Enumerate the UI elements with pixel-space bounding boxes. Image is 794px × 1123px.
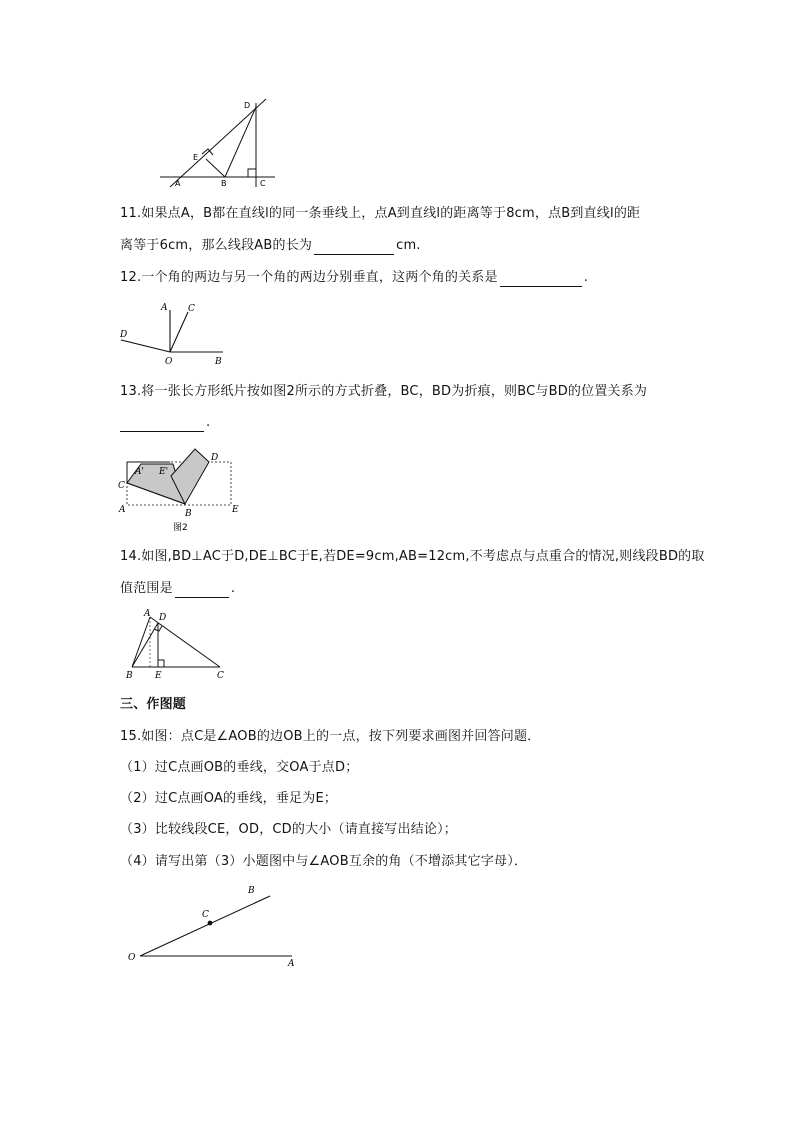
label-c: C: [217, 671, 224, 681]
label-e: E: [155, 671, 162, 681]
q12-text-post: .: [583, 270, 589, 285]
q13-line2: [120, 414, 210, 432]
ray-ob: [140, 896, 270, 956]
q14-answer-blank[interactable]: [175, 584, 229, 598]
q11-text-post: cm.: [396, 238, 421, 253]
label-c: C: [188, 304, 195, 314]
q13-answer-blank[interactable]: [120, 418, 204, 432]
q14-text-pre: 值范围是: [120, 581, 173, 596]
label-d: D: [211, 453, 219, 463]
line-ad: [170, 99, 266, 187]
label-a: A: [288, 959, 295, 969]
point-c: [208, 921, 213, 926]
label-d: D: [244, 101, 251, 110]
label-a: A: [161, 303, 168, 313]
label-c: C: [118, 481, 125, 491]
label-a: A: [175, 179, 181, 188]
figure-q10: [150, 95, 280, 195]
ray-od: [121, 340, 170, 352]
q11-answer-blank[interactable]: [314, 241, 394, 255]
q14-line2: [120, 580, 235, 598]
q11-line1: 11.如果点A，B都在直线l的同一条垂线上，点A到直线l的距离等于8cm，点B到直线l的距: [120, 206, 641, 221]
label-a: A: [144, 609, 151, 619]
q15-item-1: （1）过C点画OB的垂线，交OA于点D；: [120, 760, 359, 775]
figure-q15: [122, 882, 312, 972]
figure-caption: 图2: [173, 523, 188, 533]
label-a: A: [119, 505, 126, 515]
label-b: B: [215, 357, 222, 367]
q14-line1: 14.如图,BD⊥AC于D,DE⊥BC于E,若DE=9cm,AB=12cm,不考虑点与点重合的情况,则线段BD的取: [120, 549, 705, 564]
figure-q13: [115, 444, 245, 536]
line-bd: [225, 107, 256, 177]
label-b: B: [248, 886, 255, 896]
label-c: C: [202, 910, 209, 920]
q12-text-pre: 12.一个角的两边与另一个角的两边分别垂直，这两个角的关系是: [120, 270, 498, 285]
q15-item-3: （3）比较线段CE，OD，CD的大小（请直接写出结论）；: [120, 822, 457, 837]
q13-line1: 13.将一张长方形纸片按如图2所示的方式折叠，BC，BD为折痕，则BC与BD的位置关系为: [120, 384, 648, 399]
q15-intro: 15.如图：点C是∠AOB的边OB上的一点，按下列要求画图并回答问题．: [120, 729, 541, 744]
ray-oc: [170, 312, 188, 352]
q13-text-post: .: [206, 415, 211, 430]
label-b: B: [185, 509, 192, 519]
q11-text-pre: 离等于6cm，那么线段AB的长为: [120, 238, 313, 253]
label-d: D: [159, 613, 167, 623]
section-title: 三、作图题: [120, 697, 187, 712]
label-e: E: [232, 505, 239, 515]
label-e: E: [193, 153, 199, 162]
label-b: B: [126, 671, 133, 681]
line-be: [206, 159, 225, 177]
figure-q12: [115, 298, 235, 368]
label-e-prime: E': [159, 467, 169, 477]
q15-item-4: （4）请写出第（3）小题图中与∠AOB互余的角（不增添其它字母）．: [120, 854, 528, 869]
q12-line: [120, 269, 588, 287]
right-angle-e: [158, 660, 164, 667]
q14-text-post: .: [230, 581, 236, 596]
label-a-prime: A': [135, 467, 144, 477]
q11-line2: [120, 237, 421, 255]
right-angle-c: [248, 169, 256, 177]
label-c: C: [260, 179, 266, 188]
label-o: O: [128, 953, 136, 963]
label-o: O: [165, 357, 173, 367]
figure-q14: [120, 606, 230, 681]
q15-item-2: （2）过C点画OA的垂线，垂足为E；: [120, 791, 338, 806]
label-d: D: [120, 330, 128, 340]
q12-answer-blank[interactable]: [500, 273, 582, 287]
label-b: B: [221, 179, 227, 188]
